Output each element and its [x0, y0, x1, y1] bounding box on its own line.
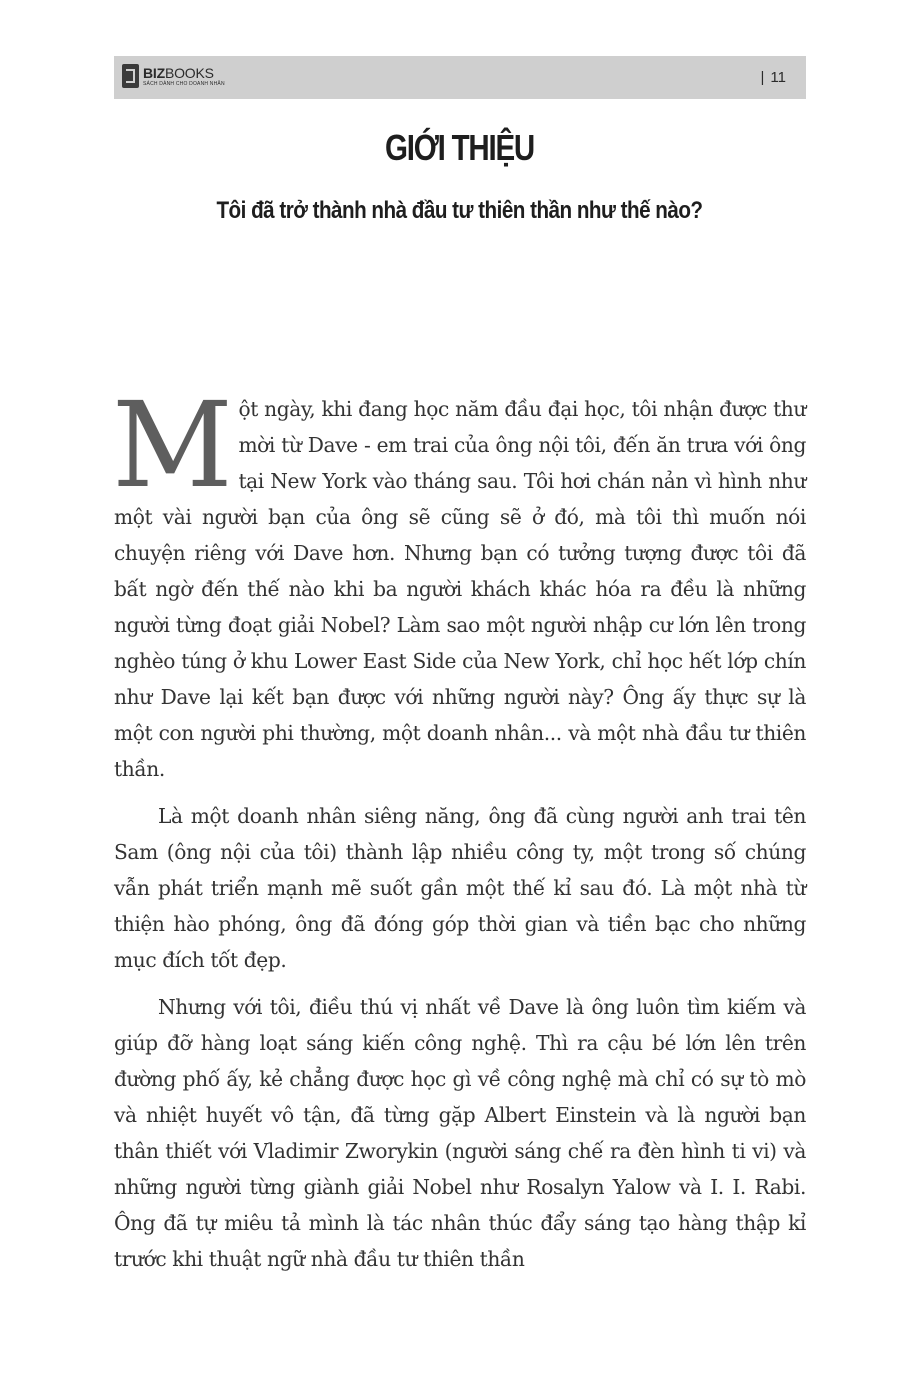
chapter-title: GIỚI THIỆU	[384, 127, 535, 168]
logo-light: BOOKS	[164, 64, 214, 81]
paragraph-1-text: ột ngày, khi đang học năm đầu đại học, tôi nhận được thư mời từ Dave - em trai của ông nội tôi, đến ăn trưa với ông tại New York vào tháng sau. Tôi hơi chán nản vì hình như một vài người bạn của ông sẽ cũng sẽ ở đó, mà tôi thì muốn nói chuyện riêng với Dave hơn. Nhưng bạn có tưởng tượng được tôi đã bất ngờ đến thế nào khi ba người khách khác hóa ra đều là những người từng đoạt giải Nobel? Làm sao một người nhập cư lớn lên trong nghèo túng ở khu Lower East Side của New York, chỉ học hết lớp chín như Dave lại kết bạn được với những người này? Ông ấy thực sự là một con người phi thường, một doanh nhân... và một nhà đầu tư thiên thần.	[114, 397, 806, 781]
page-number-area	[761, 69, 786, 86]
logo-tagline: SÁCH DÀNH CHO DOANH NHÂN	[143, 80, 225, 87]
paragraph-3: Nhưng với tôi, điều thú vị nhất về Dave là ông luôn tìm kiếm và giúp đỡ hàng loạt sáng kiến công nghệ. Thì ra cậu bé lớn lên trên đường phố ấy, kẻ chẳng được học gì về công nghệ mà chỉ có sự tò mò và nhiệt huyết vô tận, đã từng gặp Albert Einstein và là người bạn thân thiết với Vladimir Zworykin (người sáng chế ra đèn hình ti vi) và những người từng giành giải Nobel như Rosalyn Yalow và I. I. Rabi. Ông đã tự miêu tả mình là tác nhân thúc đẩy sáng tạo hàng thập kỉ trước khi thuật ngữ nhà đầu tư thiên thần	[114, 995, 806, 1271]
logo-wordmark	[143, 66, 225, 80]
logo-text	[143, 66, 225, 87]
running-header	[114, 56, 806, 99]
logo-bold: BIZ	[143, 64, 165, 81]
body-text	[112, 376, 806, 1277]
drop-cap: M	[112, 376, 233, 514]
page-number: 11	[770, 69, 786, 86]
chapter-subtitle: Tôi đã trở thành nhà đầu tư thiên thần như thế nào?	[216, 197, 703, 224]
page-number-separator: |	[760, 69, 765, 86]
paragraph-2: Là một doanh nhân siêng năng, ông đã cùng người anh trai tên Sam (ông nội của tôi) thành lập nhiều công ty, một trong số chúng vẫn phát triển mạnh mẽ suốt gần một thế kỉ sau đó. Là một nhà từ thiện hào phóng, ông đã đóng góp thời gian và tiền bạc cho những mục đích tốt đẹp.	[114, 804, 806, 972]
bizbooks-logo-icon	[122, 64, 139, 88]
paragraph-1	[112, 376, 806, 787]
publisher-logo	[122, 64, 225, 88]
